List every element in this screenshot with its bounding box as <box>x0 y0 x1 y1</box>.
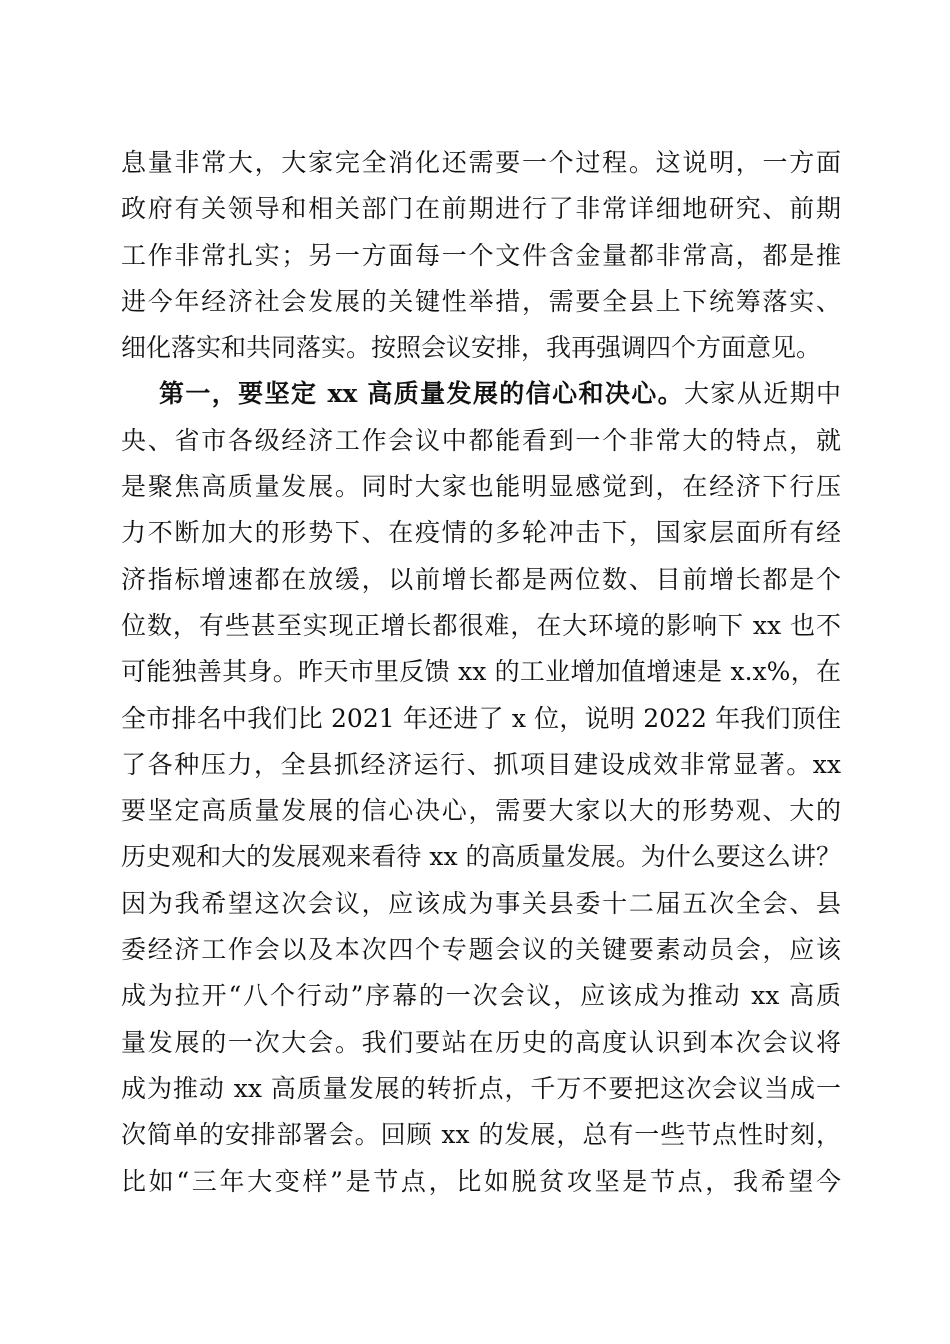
text-line: 细化落实和共同落实。按照会议安排，我再强调四个方面意见。 <box>121 333 822 363</box>
text-line: 因为我希望这次会议，应该成为事关县委十二届五次全会、县 <box>121 888 841 918</box>
text-line: 进今年经济社会发展的关键性举措，需要全县上下统筹落实、 <box>121 286 841 316</box>
text-line: 是聚焦高质量发展。同时大家也能明显感觉到，在经济下行压 <box>121 472 841 502</box>
text-line: 位数，有些甚至实现正增长都很难，在大环境的影响下 xx 也不 <box>121 610 841 640</box>
section-heading: 第一，要坚定 xx 高质量发展的信心和决心。 <box>159 379 685 409</box>
text-line: 比如“三年大变样”是节点，比如脱贫攻坚是节点，我希望今 <box>121 1166 841 1196</box>
text-line-continuation: 大家从近期中 <box>684 379 841 409</box>
text-line: 息量非常大，大家完全消化还需要一个过程。这说明，一方面 <box>121 148 841 177</box>
text-line: 政府有关领导和相关部门在前期进行了非常详细地研究、前期 <box>121 194 841 224</box>
text-line: 历史观和大的发展观来看待 xx 的高质量发展。为什么要这么讲？ <box>121 842 841 872</box>
text-line: 成为拉开“八个行动”序幕的一次会议，应该成为推动 xx 高质 <box>121 981 841 1011</box>
text-line: 量发展的一次大会。我们要站在历史的高度认识到本次会议将 <box>121 1027 841 1057</box>
text-line: 可能独善其身。昨天市里反馈 xx 的工业增加值增速是 x.x%，在 <box>121 657 841 687</box>
text-line: 全市排名中我们比 2021 年还进了 x 位，说明 2022 年我们顶住 <box>121 703 841 733</box>
text-line: 央、省市各级经济工作会议中都能看到一个非常大的特点，就 <box>121 425 841 455</box>
text-line: 成为推动 xx 高质量发展的转折点，千万不要把这次会议当成一 <box>121 1073 841 1103</box>
body-text <box>121 140 841 1205</box>
text-line: 次简单的安排部署会。回顾 xx 的发展，总有一些节点性时刻， <box>121 1120 841 1150</box>
text-line: 委经济工作会以及本次四个专题会议的关键要素动员会，应该 <box>121 935 841 965</box>
text-line: 济指标增速都在放缓，以前增长都是两位数、目前增长都是个 <box>121 564 841 594</box>
text-line: 力不断加大的形势下、在疫情的多轮冲击下，国家层面所有经 <box>121 518 841 548</box>
text-line: 了各种压力，全县抓经济运行、抓项目建设成效非常显著。xx <box>121 749 841 779</box>
text-line: 工作非常扎实；另一方面每一个文件含金量都非常高，都是推 <box>121 240 841 270</box>
section-heading-line <box>121 371 841 417</box>
text-line: 要坚定高质量发展的信心决心，需要大家以大的形势观、大的 <box>121 796 841 826</box>
